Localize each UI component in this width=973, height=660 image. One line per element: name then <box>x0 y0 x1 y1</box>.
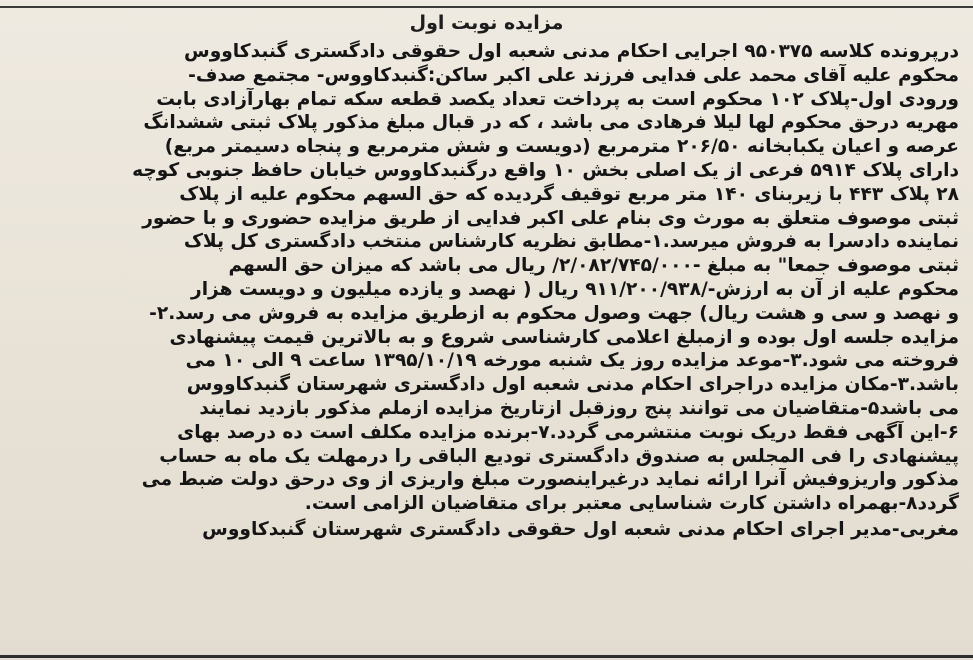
notice-line: مزایده جلسه اول بوده و ازمبلغ اعلامی کارشناسی شروع و به بالاترین قیمت پیشنهادی <box>169 326 959 348</box>
notice-line: دارای پلاک ۵۹۱۴ فرعی از یک اصلی بخش ۱۰ واقع درگنبدکاووس خیابان حافظ جنوبی کوچه <box>132 159 959 181</box>
notice-line: ۶-این آگهی فقط دریک نوبت منتشرمی گردد.۷-برنده مزایده مکلف است ده درصد بهای <box>177 421 959 443</box>
notice-line: مذکور واریزوفیش آنرا ارائه نماید درغیراینصورت مبلغ واریزی از وی درحق دولت ضبط می <box>141 469 959 491</box>
notice-line: و نهصد و سی و هشت ریال) جهت وصول محکوم به ازطریق مزایده به فروش می رسد.۲- <box>149 302 959 324</box>
notice-line: درپرونده کلاسه ۹۵۰۳۷۵ اجرایی احکام مدنی شعبه اول حقوقی دادگستری گنبدکاووس <box>184 41 959 62</box>
notice-line: گردد۸-بهمراه داشتن کارت شناسایی معتبر برای متقاضیان الزامی است. <box>304 493 959 515</box>
notice-line: محکوم علیه آقای محمد علی فدایی فرزند علی اکبر ساکن:گنبدکاووس- مجتمع صدف- <box>188 64 959 86</box>
notice-line: می باشد۵-متقاضیان می توانند پنج روزقبل ازتاریخ مزایده ازملم مذکور بازدید نمایند <box>199 397 959 419</box>
notice-body <box>14 40 959 542</box>
notice-line: ورودی اول-پلاک ۱۰۲ محکوم است به پرداخت تعداد یکصد قطعه سکه تمام بهارآزادی بابت <box>156 88 959 110</box>
notice-line: باشد.۳-مکان مزایده دراجرای احکام مدنی شعبه اول دادگستری شهرستان گنبدکاووس <box>186 374 959 396</box>
notice-line: پیشنهادی را فی المجلس به صندوق دادگستری تودیع الباقی را درمهلت یک ماه به حساب <box>159 445 959 467</box>
notice-line: ثبتی موصوف متعلق به مورث وی بنام علی اکبر فدایی از طریق مزایده حضوری و با حضور <box>142 207 959 229</box>
top-rule <box>0 6 973 8</box>
notice-title: مزایده نوبت اول <box>409 12 564 34</box>
notice-line: فروخته می شود.۳-موعد مزایده روز یک شنبه مورخه ۱۳۹۵/۱۰/۱۹ ساعت ۹ الی ۱۰ می <box>185 350 959 372</box>
notice-line: نماینده دادسرا به فروش میرسد.۱-مطابق نظریه کارشناس منتخب دادگستری کل پلاک <box>183 231 959 253</box>
notice-line: ۲۸ پلاک ۴۴۳ با زیربنای ۱۴۰ متر مربع توقیف گردیده که حق السهم محکوم علیه از پلاک <box>179 183 959 205</box>
notice-line: محکوم علیه از آن به ارزش-/۹۱۱/۲۰۰/۹۳۸ ریال ( نهصد و یازده میلیون و دویست هزار <box>190 278 959 300</box>
notice-line: ثبتی موصوف جمعا" به مبلغ -۲/۰۸۲/۷۴۵/۰۰۰/ ریال می باشد که میزان حق السهم <box>228 255 959 277</box>
notice-line: مهریه درحق محکوم لها لیلا فرهادی می باشد ، که در قبال مبلغ مذکور پلاک ثبتی ششدانگ <box>143 112 959 134</box>
bottom-rule <box>0 655 973 658</box>
notice-line: عرصه و اعیان یکبابخانه ۲۰۶/۵۰ مترمربع (دویست و شش مترمربع و پنجاه دسیمتر مربع) <box>164 136 959 158</box>
notice-signature: مغربی-مدیر اجرای احکام مدنی شعبه اول حقوقی دادگستری شهرستان گنبدکاووس <box>202 518 959 540</box>
